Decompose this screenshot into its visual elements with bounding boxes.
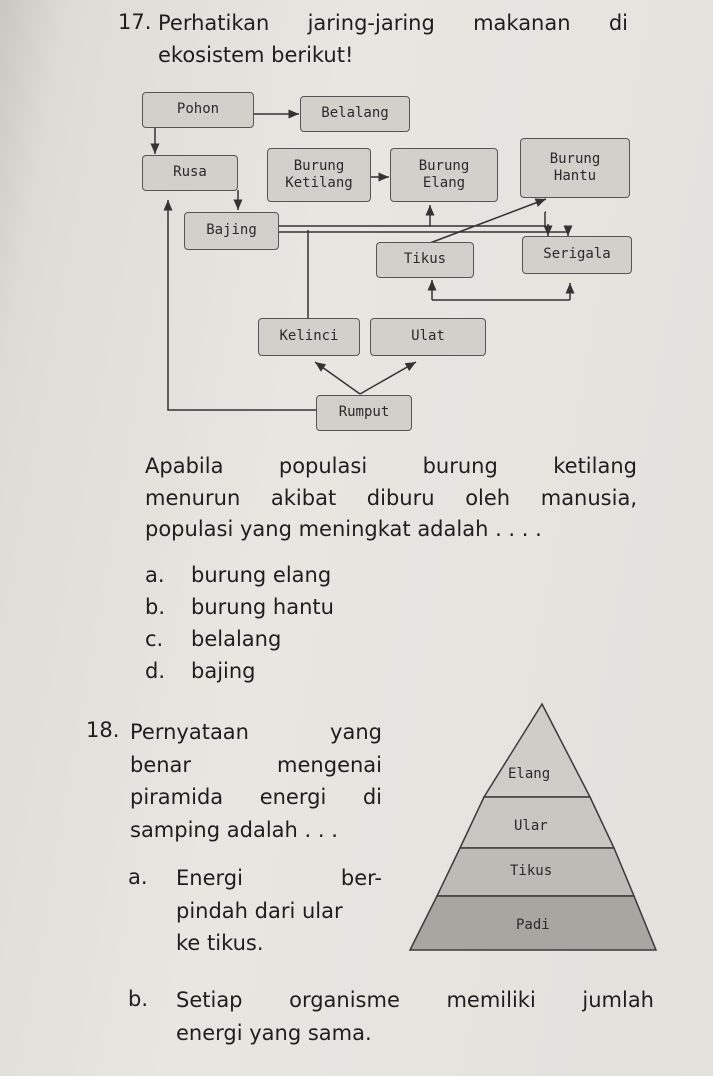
question-17-line-1: Apabila populasi burung ketilang xyxy=(145,454,637,478)
pyramid-label-elang: Elang xyxy=(508,766,551,782)
question-17-text xyxy=(145,451,637,546)
node-kelinci: Kelinci xyxy=(258,318,360,356)
node-bajing: Bajing xyxy=(184,212,279,250)
node-burung-ketilang: Burung Ketilang xyxy=(267,148,371,202)
node-rumput: Rumput xyxy=(316,395,412,431)
node-tikus: Tikus xyxy=(376,242,474,278)
node-rusa: Rusa xyxy=(142,155,238,191)
question-17-line-2: menurun akibat diburu oleh manusia, xyxy=(145,485,637,510)
question-17-options xyxy=(145,563,334,691)
pyramid-level-elang xyxy=(484,704,590,797)
question-17-intro-line-2: ekosistem berikut! xyxy=(158,42,354,67)
pyramid-label-padi: Padi xyxy=(516,917,550,933)
arrow-rumput-ulat xyxy=(360,362,416,394)
node-serigala: Serigala xyxy=(522,236,632,274)
option-a[interactable] xyxy=(145,563,334,595)
option-a-text: burung elang xyxy=(191,563,332,587)
option-c-text: belalang xyxy=(191,627,282,651)
option-b[interactable] xyxy=(145,595,334,627)
pyramid-label-ular: Ular xyxy=(514,818,548,834)
question-17-line-3: populasi yang meningkat adalah . . . . xyxy=(145,517,542,541)
question-18-line-3: piramida energi di xyxy=(130,785,382,810)
question-18-line-4: samping adalah . . . xyxy=(130,817,338,842)
question-18-option-b-label: b. xyxy=(128,987,149,1011)
option-d-text: bajing xyxy=(191,659,256,683)
pyramid-label-tikus: Tikus xyxy=(510,863,553,879)
node-burung-hantu: Burung Hantu xyxy=(520,138,630,198)
option-c[interactable] xyxy=(145,627,334,659)
food-web-diagram xyxy=(0,0,713,440)
node-ulat: Ulat xyxy=(370,318,486,356)
node-belalang: Belalang xyxy=(300,96,410,132)
question-17-intro-line-1: Perhatikan jaring-jaring makanan di xyxy=(158,11,628,35)
question-18-option-a-line-1: Energi ber- xyxy=(176,866,382,890)
question-18-line-1: Pernyataan yang xyxy=(130,720,382,744)
option-c-label: c. xyxy=(145,627,164,651)
arrow-rumput-kelinci xyxy=(315,362,360,394)
question-18-option-b-line-1: Setiap organisme memiliki jumlah xyxy=(176,988,654,1012)
node-pohon: Pohon xyxy=(142,92,254,128)
node-burung-elang: Burung Elang xyxy=(390,148,498,202)
option-b-text: burung hantu xyxy=(191,595,334,619)
question-18-text xyxy=(130,716,382,846)
question-18-line-2: benar mengenai xyxy=(130,752,382,777)
option-b-label: b. xyxy=(145,595,166,619)
question-18-option-a-line-2: pindah dari ular xyxy=(176,898,343,923)
question-17-number: 17. xyxy=(118,10,152,34)
question-18-option-a-label: a. xyxy=(128,865,148,889)
option-d[interactable] xyxy=(145,659,334,691)
food-web-arrows xyxy=(0,0,713,440)
question-18-option-a-line-3: ke tikus. xyxy=(176,931,264,956)
question-18-number: 18. xyxy=(86,718,120,742)
question-18-option-b-line-2: energi yang sama. xyxy=(176,1020,372,1045)
option-a-label: a. xyxy=(145,563,165,587)
option-d-label: d. xyxy=(145,659,166,683)
